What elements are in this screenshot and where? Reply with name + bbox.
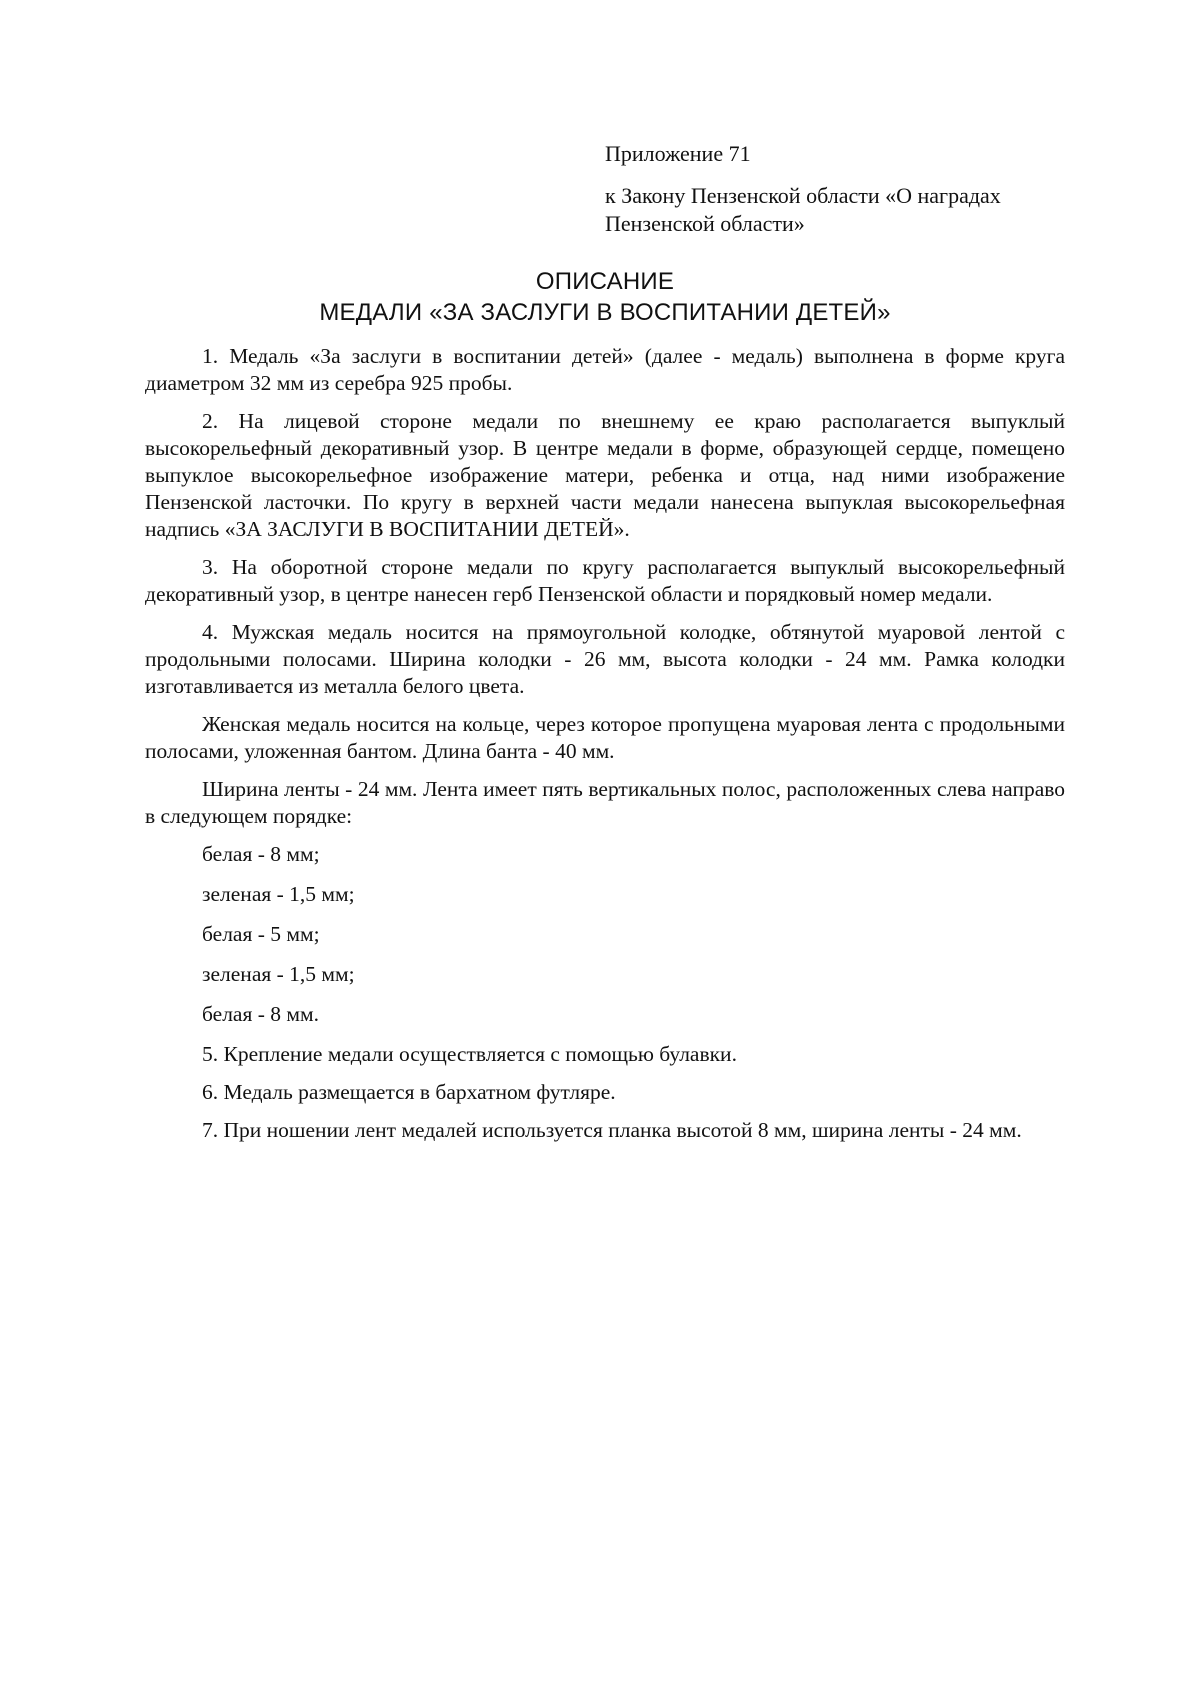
- paragraph-5: 5. Крепление медали осуществляется с помощью булавки.: [202, 1042, 737, 1066]
- appendix-law-reference: к Закону Пензенской области «О наградах Пензенской области»: [605, 183, 1001, 236]
- paragraph-1: 1. Медаль «За заслуги в воспитании детей» (далее - медаль) выполнена в форме круга диаметром 32 мм из серебра 925 пробы.: [145, 344, 1065, 395]
- appendix-number: Приложение 71: [605, 141, 751, 166]
- stripe-item: зеленая - 1,5 мм;: [202, 962, 355, 986]
- paragraph-2: 2. На лицевой стороне медали по внешнему ее краю располагается выпуклый высокорельефный декоративный узор. В центре медали в форме, образующей сердце, помещено выпуклое высокорельефное изображение матери, ребенка и отца, над ними изображение Пензенской ласточки. По кругу в верхней части медали нанесена выпуклая высокорельефная надпись «ЗА ЗАСЛУГИ В ВОСПИТАНИИ ДЕТЕЙ».: [145, 409, 1065, 541]
- document-body: [145, 343, 1065, 1155]
- paragraph-7: 7. При ношении лент медалей используется планка высотой 8 мм, ширина ленты - 24 мм.: [202, 1118, 1022, 1142]
- title-line-1: ОПИСАНИЕ: [535, 268, 675, 295]
- document-title: [145, 266, 1065, 328]
- paragraph-ribbon: Ширина ленты - 24 мм. Лента имеет пять вертикальных полос, расположенных слева направо в следующем порядке:: [145, 777, 1065, 828]
- paragraph-4: 4. Мужская медаль носится на прямоугольной колодке, обтянутой муаровой лентой с продольными полосами. Ширина колодки - 26 мм, высота колодки - 24 мм. Рамка колодки изготавливается из металла белого цвета.: [145, 620, 1065, 698]
- paragraph-female-medal: Женская медаль носится на кольце, через которое пропущена муаровая лента с продольными полосами, уложенная бантом. Длина банта - 40 мм.: [145, 712, 1065, 763]
- stripe-item: белая - 5 мм;: [202, 922, 320, 946]
- stripe-item: белая - 8 мм.: [202, 1002, 319, 1026]
- paragraph-6: 6. Медаль размещается в бархатном футляре.: [202, 1080, 616, 1104]
- stripe-item: белая - 8 мм;: [202, 842, 320, 866]
- title-line-2: МЕДАЛИ «ЗА ЗАСЛУГИ В ВОСПИТАНИИ ДЕТЕЙ»: [319, 299, 891, 326]
- paragraph-3: 3. На оборотной стороне медали по кругу располагается выпуклый высокорельефный декоративный узор, в центре нанесен герб Пензенской области и порядковый номер медали.: [145, 555, 1065, 606]
- stripe-item: зеленая - 1,5 мм;: [202, 882, 355, 906]
- appendix-header: [605, 140, 1075, 238]
